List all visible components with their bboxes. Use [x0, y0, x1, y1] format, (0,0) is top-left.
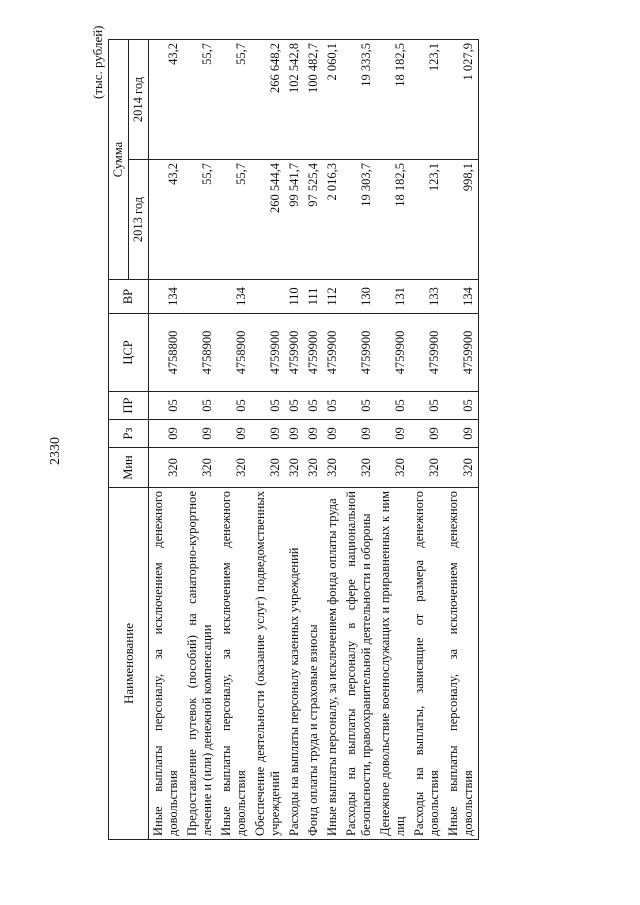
row-name: Денежное довольствие военнослужащих и приравненных к ним лиц — [376, 488, 410, 840]
row-amount-2014: 18 182,5 — [376, 40, 410, 160]
row-vr: 110 — [285, 280, 304, 314]
row-amount-2014: 266 648,2 — [251, 40, 285, 160]
row-name: Иные выплаты персоналу, за исключением денежного довольствия — [444, 488, 479, 840]
budget-table — [108, 39, 479, 840]
header-year-2014: 2014 год — [129, 40, 149, 160]
row-min: 320 — [149, 448, 184, 488]
row-pr: 05 — [376, 392, 410, 420]
row-amount-2014: 123,1 — [410, 40, 444, 160]
row-csr: 4759900 — [444, 314, 479, 392]
row-csr: 4758900 — [217, 314, 251, 392]
row-min: 320 — [410, 448, 444, 488]
row-vr: 133 — [410, 280, 444, 314]
row-rz: 09 — [217, 420, 251, 448]
row-rz: 09 — [444, 420, 479, 448]
row-min: 320 — [183, 448, 217, 488]
row-amount-2014: 1 027,9 — [444, 40, 479, 160]
table-row — [304, 40, 323, 840]
row-min: 320 — [251, 448, 285, 488]
row-amount-2013: 998,1 — [444, 160, 479, 280]
row-amount-2013: 18 182,5 — [376, 160, 410, 280]
row-amount-2013: 55,7 — [183, 160, 217, 280]
row-amount-2014: 102 542,8 — [285, 40, 304, 160]
header-vr: ВР — [109, 280, 149, 314]
row-pr: 05 — [304, 392, 323, 420]
table-row — [410, 40, 444, 840]
row-name: Расходы на выплаты персоналу казенных учреждений — [285, 488, 304, 840]
table-row — [285, 40, 304, 840]
table-row — [376, 40, 410, 840]
row-name: Иные выплаты персоналу, за исключением денежного довольствия — [217, 488, 251, 840]
row-vr — [183, 280, 217, 314]
row-pr: 05 — [444, 392, 479, 420]
row-rz: 09 — [304, 420, 323, 448]
row-vr: 134 — [149, 280, 184, 314]
row-vr: 111 — [304, 280, 323, 314]
row-vr: 131 — [376, 280, 410, 314]
row-name: Предоставление путевок (пособий) на санаторно-курортное лечение и (или) денежной компенсации — [183, 488, 217, 840]
row-amount-2013: 43,2 — [149, 160, 184, 280]
row-rz: 09 — [149, 420, 184, 448]
row-amount-2013: 19 303,7 — [342, 160, 376, 280]
table-body — [149, 40, 479, 840]
units-note: (тыс. рублей) — [90, 25, 105, 99]
table-row — [342, 40, 376, 840]
row-min: 320 — [376, 448, 410, 488]
row-pr: 05 — [342, 392, 376, 420]
header-pr: ПР — [109, 392, 149, 420]
row-pr: 05 — [285, 392, 304, 420]
row-pr: 05 — [149, 392, 184, 420]
row-vr: 130 — [342, 280, 376, 314]
header-csr: ЦСР — [109, 314, 149, 392]
row-csr: 4759900 — [410, 314, 444, 392]
row-rz: 09 — [285, 420, 304, 448]
table-row — [251, 40, 285, 840]
row-csr: 4759900 — [285, 314, 304, 392]
header-name: Наименование — [109, 488, 149, 840]
row-csr: 4759900 — [251, 314, 285, 392]
row-csr: 4759900 — [304, 314, 323, 392]
row-min: 320 — [342, 448, 376, 488]
header-rz: Рз — [109, 420, 149, 448]
table-row — [149, 40, 184, 840]
header-year-2013: 2013 год — [129, 160, 149, 280]
row-amount-2013: 99 541,7 — [285, 160, 304, 280]
row-vr: 112 — [323, 280, 342, 314]
row-pr: 05 — [217, 392, 251, 420]
row-rz: 09 — [410, 420, 444, 448]
header-min: Мин — [109, 448, 149, 488]
row-pr: 05 — [410, 392, 444, 420]
row-amount-2014: 55,7 — [217, 40, 251, 160]
table-row — [444, 40, 479, 840]
row-min: 320 — [304, 448, 323, 488]
row-vr: 134 — [444, 280, 479, 314]
row-vr: 134 — [217, 280, 251, 314]
row-min: 320 — [323, 448, 342, 488]
row-name: Иные выплаты персоналу, за исключением фонда оплаты труда — [323, 488, 342, 840]
row-csr: 4759900 — [342, 314, 376, 392]
row-rz: 09 — [376, 420, 410, 448]
row-amount-2014: 43,2 — [149, 40, 184, 160]
row-pr: 05 — [183, 392, 217, 420]
row-csr: 4758900 — [183, 314, 217, 392]
row-rz: 09 — [323, 420, 342, 448]
row-amount-2014: 55,7 — [183, 40, 217, 160]
row-csr: 4759900 — [323, 314, 342, 392]
row-min: 320 — [285, 448, 304, 488]
row-name: Иные выплаты персоналу, за исключением денежного довольствия — [149, 488, 184, 840]
table-row — [323, 40, 342, 840]
row-name: Обеспечение деятельности (оказание услуг) подведомственных учреждений — [251, 488, 285, 840]
row-name: Фонд оплаты труда и страховые взносы — [304, 488, 323, 840]
row-rz: 09 — [183, 420, 217, 448]
row-amount-2014: 100 482,7 — [304, 40, 323, 160]
row-amount-2014: 2 060,1 — [323, 40, 342, 160]
row-csr: 4758800 — [149, 314, 184, 392]
row-min: 320 — [217, 448, 251, 488]
table-row — [217, 40, 251, 840]
row-amount-2013: 123,1 — [410, 160, 444, 280]
header-row — [109, 40, 129, 840]
page-number: 2330 — [48, 437, 63, 465]
header-sum: Сумма — [109, 40, 129, 280]
row-amount-2014: 19 333,5 — [342, 40, 376, 160]
row-amount-2013: 2 016,3 — [323, 160, 342, 280]
row-pr: 05 — [323, 392, 342, 420]
row-amount-2013: 260 544,4 — [251, 160, 285, 280]
row-name: Расходы на выплаты, зависящие от размера денежного довольствия — [410, 488, 444, 840]
table-row — [183, 40, 217, 840]
row-amount-2013: 97 525,4 — [304, 160, 323, 280]
row-pr: 05 — [251, 392, 285, 420]
row-min: 320 — [444, 448, 479, 488]
row-name: Расходы на выплаты персоналу в сфере национальной безопасности, правоохранительной деятельности и обороны — [342, 488, 376, 840]
row-vr — [251, 280, 285, 314]
row-rz: 09 — [251, 420, 285, 448]
row-amount-2013: 55,7 — [217, 160, 251, 280]
row-csr: 4759900 — [376, 314, 410, 392]
row-rz: 09 — [342, 420, 376, 448]
